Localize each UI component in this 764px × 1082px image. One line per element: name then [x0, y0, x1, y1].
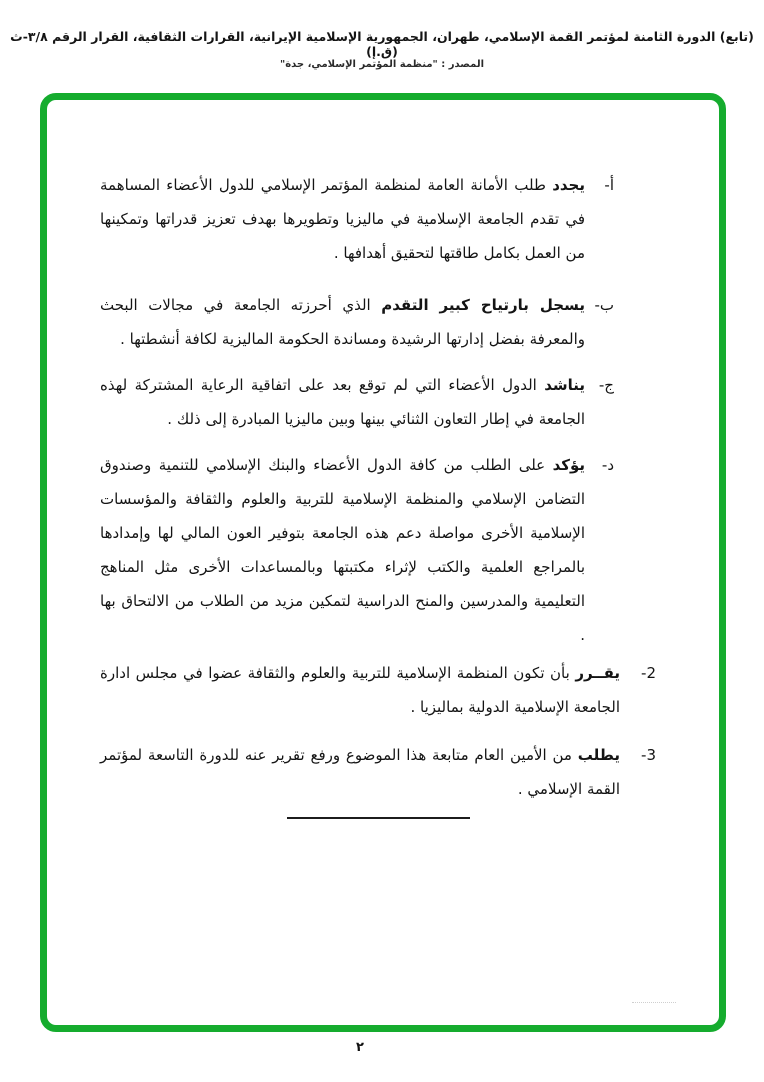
clause-marker: د-	[601, 456, 614, 474]
resolution-clause-d	[100, 448, 614, 652]
resolution-clause-b	[100, 288, 614, 356]
clause-lead-word: يؤكد	[552, 456, 585, 474]
clause-marker: ج-	[598, 376, 614, 394]
clause-body-text: الذي أحرزته الجامعة في مجالات البحث والمعرفة بفضل إدارتها الرشيدة ومساندة الحكومة الماليزية لكافة أنشطتها .	[100, 296, 585, 348]
clause-lead-word: يناشد	[544, 376, 585, 394]
clause-text	[100, 368, 585, 436]
end-divider-line	[287, 817, 470, 819]
resolution-clause-a	[100, 168, 614, 270]
clause-text	[100, 448, 585, 652]
clause-marker: 2-	[641, 664, 656, 682]
clause-body-text: من الأمين العام متابعة هذا الموضوع ورفع تقرير عنه للدورة التاسعة لمؤتمر القمة الإسلامي .	[100, 746, 620, 798]
clause-text	[100, 168, 585, 270]
clause-lead-word: يقــرر	[575, 664, 620, 682]
clause-text	[100, 288, 585, 356]
clause-text	[100, 656, 620, 724]
clause-lead-word: يسجل بارتياح كبير التقدم	[381, 296, 585, 314]
document-citation-line: (تابع) الدورة الثامنة لمؤتمر القمة الإسلامي، طهران، الجمهورية الإسلامية الإيرانية، القرارات الثقافية، القرار الرقم ٣/٨-ث (ق.إ)	[10, 29, 754, 59]
clause-marker: ب-	[594, 296, 614, 314]
clause-body-text: بأن تكون المنظمة الإسلامية للتربية والعلوم والثقافة عضوا في مجلس ادارة الجامعة الإسلامية الدولية بماليزيا .	[100, 664, 620, 716]
resolution-clause-3	[100, 738, 656, 806]
resolution-clause-2	[100, 656, 656, 724]
clause-body-text: طلب الأمانة العامة لمنظمة المؤتمر الإسلامي للدول الأعضاء المساهمة في تقدم الجامعة الإسلامية في ماليزيا وتطويرها بهدف تعزيز قدراتها وتمكينها من العمل بكامل طاقتها لتحقيق أهدافها .	[100, 176, 585, 262]
scan-artifact	[632, 1002, 676, 1003]
clause-marker: أ-	[604, 176, 614, 194]
resolution-clause-c	[100, 368, 614, 436]
clause-body-text: على الطلب من كافة الدول الأعضاء والبنك الإسلامي للتنمية وصندوق التضامن الإسلامي والمنظمة الإسلامية للتربية والعلوم والثقافة والمؤسسات الإسلامية الأخرى مواصلة دعم هذه الجامعة بتوفير العون المالي لها وإمدادها بالمراجع العلمية والكتب لإثراء مكتبتها وبالمساعدات الأخرى مثل المناهج التعليمية والمدرسين والمنح الدراسية لتمكين مزيد من الطلاب من الالتحاق بها .	[100, 456, 585, 644]
document-source-line: المصدر : "منظمة المؤتمر الإسلامي، جدة"	[279, 59, 484, 70]
clause-marker: 3-	[641, 746, 656, 764]
clause-text	[100, 738, 620, 806]
clause-body-text: الدول الأعضاء التي لم توقع بعد على اتفاقية الرعاية المشتركة لهذه الجامعة في إطار التعاون الثنائي بينها وبين ماليزيا المبادرة إلى ذلك .	[100, 376, 585, 428]
clause-lead-word: يجدد	[552, 176, 585, 194]
clause-lead-word: يطلب	[577, 746, 620, 764]
page-number: ٢	[356, 1040, 364, 1055]
